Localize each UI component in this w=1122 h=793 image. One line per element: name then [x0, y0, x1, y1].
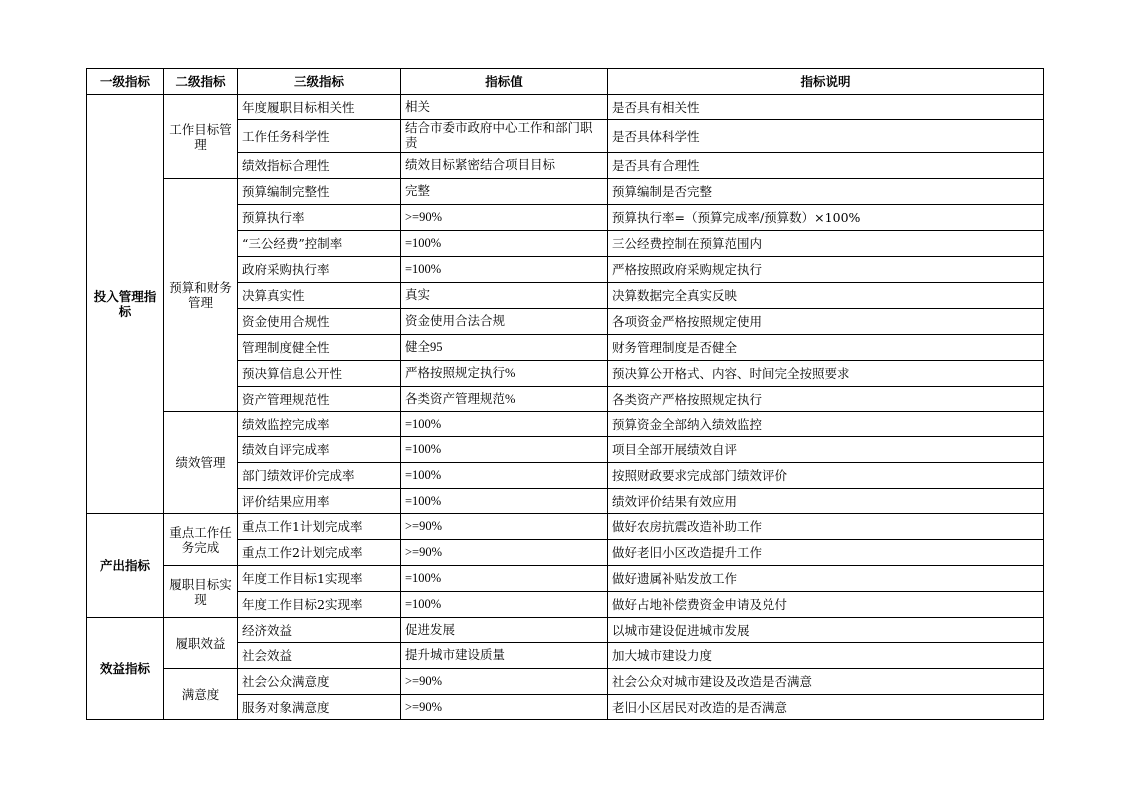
level3-cell: 重点工作1计划完成率 [238, 514, 401, 540]
level2-cell: 重点工作任务完成 [164, 514, 238, 566]
value-cell: 相关 [401, 95, 608, 120]
description-cell: 以城市建设促进城市发展 [608, 618, 1044, 643]
level3-cell: 预算编制完整性 [238, 179, 401, 205]
header-level1: 一级指标 [87, 69, 164, 95]
level3-cell: 政府采购执行率 [238, 257, 401, 283]
level3-cell: 工作任务科学性 [238, 120, 401, 153]
description-cell: 预算编制是否完整 [608, 179, 1044, 205]
level3-cell: 资产管理规范性 [238, 387, 401, 412]
value-cell: 提升城市建设质量 [401, 643, 608, 669]
description-cell: 是否具体科学性 [608, 120, 1044, 153]
level3-cell: 绩效自评完成率 [238, 437, 401, 463]
description-cell: 各项资金严格按照规定使用 [608, 309, 1044, 335]
table-row [87, 514, 1044, 540]
level2-cell: 履职目标实现 [164, 566, 238, 618]
value-cell: =100% [401, 463, 608, 489]
value-cell: 真实 [401, 283, 608, 309]
value-cell: >=90% [401, 669, 608, 695]
table-body [87, 95, 1044, 720]
description-cell: 预算执行率=（预算完成率/预算数）×100% [608, 205, 1044, 231]
description-cell: 做好老旧小区改造提升工作 [608, 540, 1044, 566]
value-cell: >=90% [401, 540, 608, 566]
value-cell: 资金使用合法合规 [401, 309, 608, 335]
level3-cell: 绩效指标合理性 [238, 153, 401, 179]
value-cell: 促进发展 [401, 618, 608, 643]
level3-cell: 预决算信息公开性 [238, 361, 401, 387]
level3-cell: 评价结果应用率 [238, 489, 401, 514]
level3-cell: 部门绩效评价完成率 [238, 463, 401, 489]
description-cell: 做好遗属补贴发放工作 [608, 566, 1044, 592]
level3-cell: 资金使用合规性 [238, 309, 401, 335]
description-cell: 社会公众对城市建设及改造是否满意 [608, 669, 1044, 695]
value-cell: =100% [401, 437, 608, 463]
indicator-table [86, 68, 1044, 720]
level2-cell: 绩效管理 [164, 412, 238, 514]
description-cell: 是否具有相关性 [608, 95, 1044, 120]
value-cell: >=90% [401, 205, 608, 231]
value-cell: 各类资产管理规范% [401, 387, 608, 412]
table-row [87, 618, 1044, 643]
description-cell: 是否具有合理性 [608, 153, 1044, 179]
table-row [87, 669, 1044, 695]
description-cell: 绩效评价结果有效应用 [608, 489, 1044, 514]
value-cell: 绩效目标紧密结合项目目标 [401, 153, 608, 179]
table-row [87, 95, 1044, 120]
level2-cell: 满意度 [164, 669, 238, 720]
description-cell: 各类资产严格按照规定执行 [608, 387, 1044, 412]
table-row [87, 179, 1044, 205]
level3-cell: 社会效益 [238, 643, 401, 669]
description-cell: 预算资金全部纳入绩效监控 [608, 412, 1044, 437]
description-cell: 做好农房抗震改造补助工作 [608, 514, 1044, 540]
level3-cell: 服务对象满意度 [238, 695, 401, 720]
level2-cell: 工作目标管理 [164, 95, 238, 179]
value-cell: =100% [401, 412, 608, 437]
description-cell: 老旧小区居民对改造的是否满意 [608, 695, 1044, 720]
level3-cell: 年度工作目标2实现率 [238, 592, 401, 618]
header-level3: 三级指标 [238, 69, 401, 95]
level1-cell: 效益指标 [87, 618, 164, 720]
description-cell: 严格按照政府采购规定执行 [608, 257, 1044, 283]
level3-cell: 重点工作2计划完成率 [238, 540, 401, 566]
level3-cell: 经济效益 [238, 618, 401, 643]
value-cell: >=90% [401, 514, 608, 540]
value-cell: =100% [401, 566, 608, 592]
level3-cell: 年度履职目标相关性 [238, 95, 401, 120]
value-cell: =100% [401, 257, 608, 283]
table-row [87, 566, 1044, 592]
level3-cell: 决算真实性 [238, 283, 401, 309]
level3-cell: 社会公众满意度 [238, 669, 401, 695]
level3-cell: 管理制度健全性 [238, 335, 401, 361]
description-cell: 加大城市建设力度 [608, 643, 1044, 669]
value-cell: 完整 [401, 179, 608, 205]
level2-cell: 履职效益 [164, 618, 238, 669]
description-cell: 按照财政要求完成部门绩效评价 [608, 463, 1044, 489]
value-cell: =100% [401, 489, 608, 514]
level3-cell: 年度工作目标1实现率 [238, 566, 401, 592]
level2-cell: 预算和财务管理 [164, 179, 238, 412]
value-cell: >=90% [401, 695, 608, 720]
description-cell: 三公经费控制在预算范围内 [608, 231, 1044, 257]
header-description: 指标说明 [608, 69, 1044, 95]
description-cell: 项目全部开展绩效自评 [608, 437, 1044, 463]
description-cell: 财务管理制度是否健全 [608, 335, 1044, 361]
level1-cell: 投入管理指标 [87, 95, 164, 514]
header-level2: 二级指标 [164, 69, 238, 95]
header-row [87, 69, 1044, 95]
value-cell: 健全95 [401, 335, 608, 361]
description-cell: 做好占地补偿费资金申请及兑付 [608, 592, 1044, 618]
level3-cell: 预算执行率 [238, 205, 401, 231]
level3-cell: “三公经费”控制率 [238, 231, 401, 257]
header-value: 指标值 [401, 69, 608, 95]
table-row [87, 412, 1044, 437]
description-cell: 预决算公开格式、内容、时间完全按照要求 [608, 361, 1044, 387]
value-cell: =100% [401, 231, 608, 257]
value-cell: =100% [401, 592, 608, 618]
value-cell: 结合市委市政府中心工作和部门职责 [401, 120, 608, 153]
value-cell: 严格按照规定执行% [401, 361, 608, 387]
level1-cell: 产出指标 [87, 514, 164, 618]
level3-cell: 绩效监控完成率 [238, 412, 401, 437]
description-cell: 决算数据完全真实反映 [608, 283, 1044, 309]
